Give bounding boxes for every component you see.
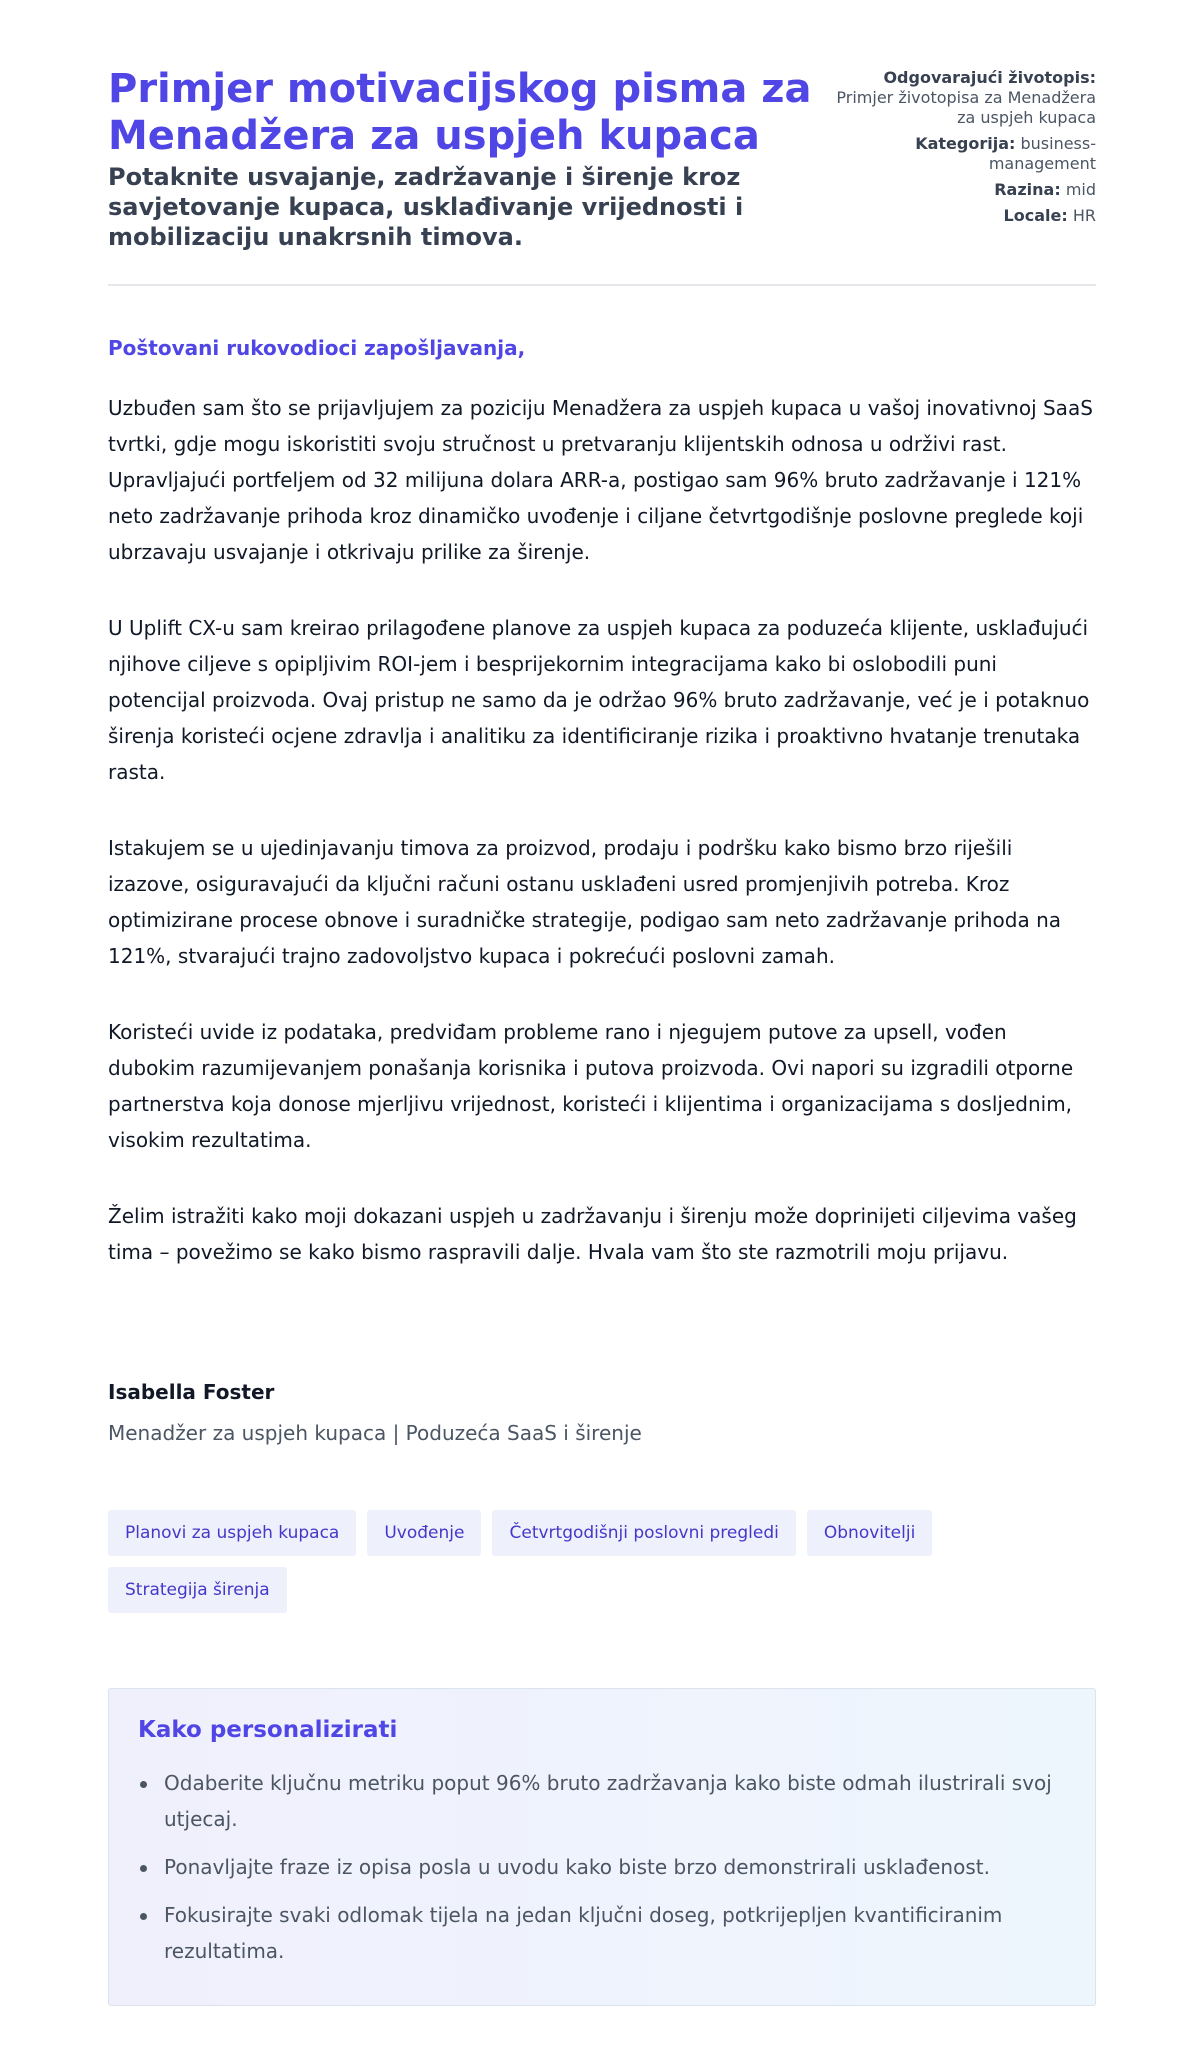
signature-title: Menadžer za uspjeh kupaca | Poduzeća SaaS i širenje [108,1421,642,1445]
letter-paragraph: Uzbuđen sam što se prijavljujem za poziciju Menadžera za uspjeh kupaca u vašoj inovativnoj SaaS tvrtki, gdje mogu iskoristiti svoju stručnost u pretvaranju klijentskih odnosa u održivi rast. Upravljajući portfeljem od 32 milijuna dolara ARR-a, postigao sam 96% bruto zadržavanje i 121% neto zadržavanje prihoda kroz dinamičko uvođenje i ciljane četvrtgodišnje poslovne preglede koji ubrzavaju usvajanje i otkrivaju prilike za širenje. [108,396,1093,564]
meta-level-value: mid [1065,180,1096,199]
meta-category-value: business-management [988,134,1096,173]
meta-locale-value: HR [1072,206,1096,225]
meta-panel [836,68,1096,232]
meta-resume-label: Odgovarajući životopis: [883,68,1096,87]
meta-locale [836,206,1096,226]
personalize-item: Fokusirajte svaki odlomak tijela na jedan ključni doseg, potkrijepljen kvantificiranim rezultatima. [138,1897,1067,1969]
cover-letter-page [108,0,1096,1963]
letter-paragraph: U Uplift CX-u sam kreirao prilagođene planove za uspjeh kupaca za poduzeća klijente, usklađujući njihove ciljeve s opipljivim ROI-jem i besprijekornim integracijama kako bi oslobodili puni potencijal proizvoda. Ovaj pristup ne samo da je održao 96% bruto zadržavanje, već je i potaknuo širenja koristeći ocjene zdravlja i analitiku za identificiranje rizika i proaktivno hvatanje trenutaka rasta. [108,616,1090,784]
tag-chip[interactable]: Planovi za uspjeh kupaca [108,1510,356,1556]
meta-locale-label: Locale: [1003,206,1068,225]
meta-resume-link[interactable]: Primjer životopisa za Menadžera za uspjeh kupaca [836,88,1096,127]
meta-category [836,134,1096,174]
tag-list [108,1510,1096,1613]
letter-paragraph: Želim istražiti kako moji dokazani uspjeh u zadržavanju i širenju može doprinijeti ciljevima vašeg tima – povežimo se kako bismo raspravili dalje. Hvala vam što ste razmotrili moju prijavu. [108,1204,1077,1264]
tag-chip[interactable]: Uvođenje [367,1510,481,1556]
meta-category-label: Kategorija: [915,134,1016,153]
letter-paragraph: Koristeći uvide iz podataka, predviđam probleme rano i njegujem putove za upsell, vođen dubokim razumijevanjem ponašanja korisnika i putova proizvoda. Ovi napori su izgradili otporne partnerstva koja donose mjerljivu vrijednost, koristeći i klijentima i organizacijama s dosljednim, visokim rezultatima. [108,1020,1074,1152]
personalize-heading: Kako personalizirati [138,1717,398,1743]
page-title: Primjer motivacijskog pisma za Menadžera za uspjeh kupaca [108,66,812,159]
personalize-item: Odaberite ključnu metriku poput 96% bruto zadržavanja kako biste odmah ilustrirali svoj utjecaj. [138,1765,1067,1837]
letter-salutation: Poštovani rukovodioci zapošljavanja, [108,336,526,360]
personalize-panel [108,1688,1096,2006]
letter-body [108,390,1096,1310]
tag-chip[interactable]: Obnovitelji [807,1510,932,1556]
personalize-list [138,1765,1067,1969]
page-subtitle: Potaknite usvajanje, zadržavanje i širenje kroz savjetovanje kupaca, usklađivanje vrijednosti i mobilizaciju unakrsnih timova. [108,163,744,251]
tag-chip[interactable]: Strategija širenja [108,1567,287,1613]
meta-level [836,180,1096,200]
signature-name: Isabella Foster [108,1380,275,1404]
meta-resume [836,68,1096,128]
page-header [108,0,1096,286]
letter-paragraph: Istakujem se u ujedinjavanju timova za proizvod, prodaju i podršku kako bismo brzo riješili izazove, osiguravajući da ključni računi ostanu usklađeni usred promjenjivih potreba. Kroz optimizirane procese obnove i suradničke strategije, podigao sam neto zadržavanje prihoda na 121%, stvarajući trajno zadovoljstvo kupaca i pokrećući poslovni zamah. [108,836,1062,968]
meta-level-label: Razina: [994,180,1061,199]
personalize-item: Ponavljajte fraze iz opisa posla u uvodu kako biste brzo demonstrirali usklađenost. [138,1849,1067,1885]
tag-chip[interactable]: Četvrtgodišnji poslovni pregledi [492,1510,795,1556]
